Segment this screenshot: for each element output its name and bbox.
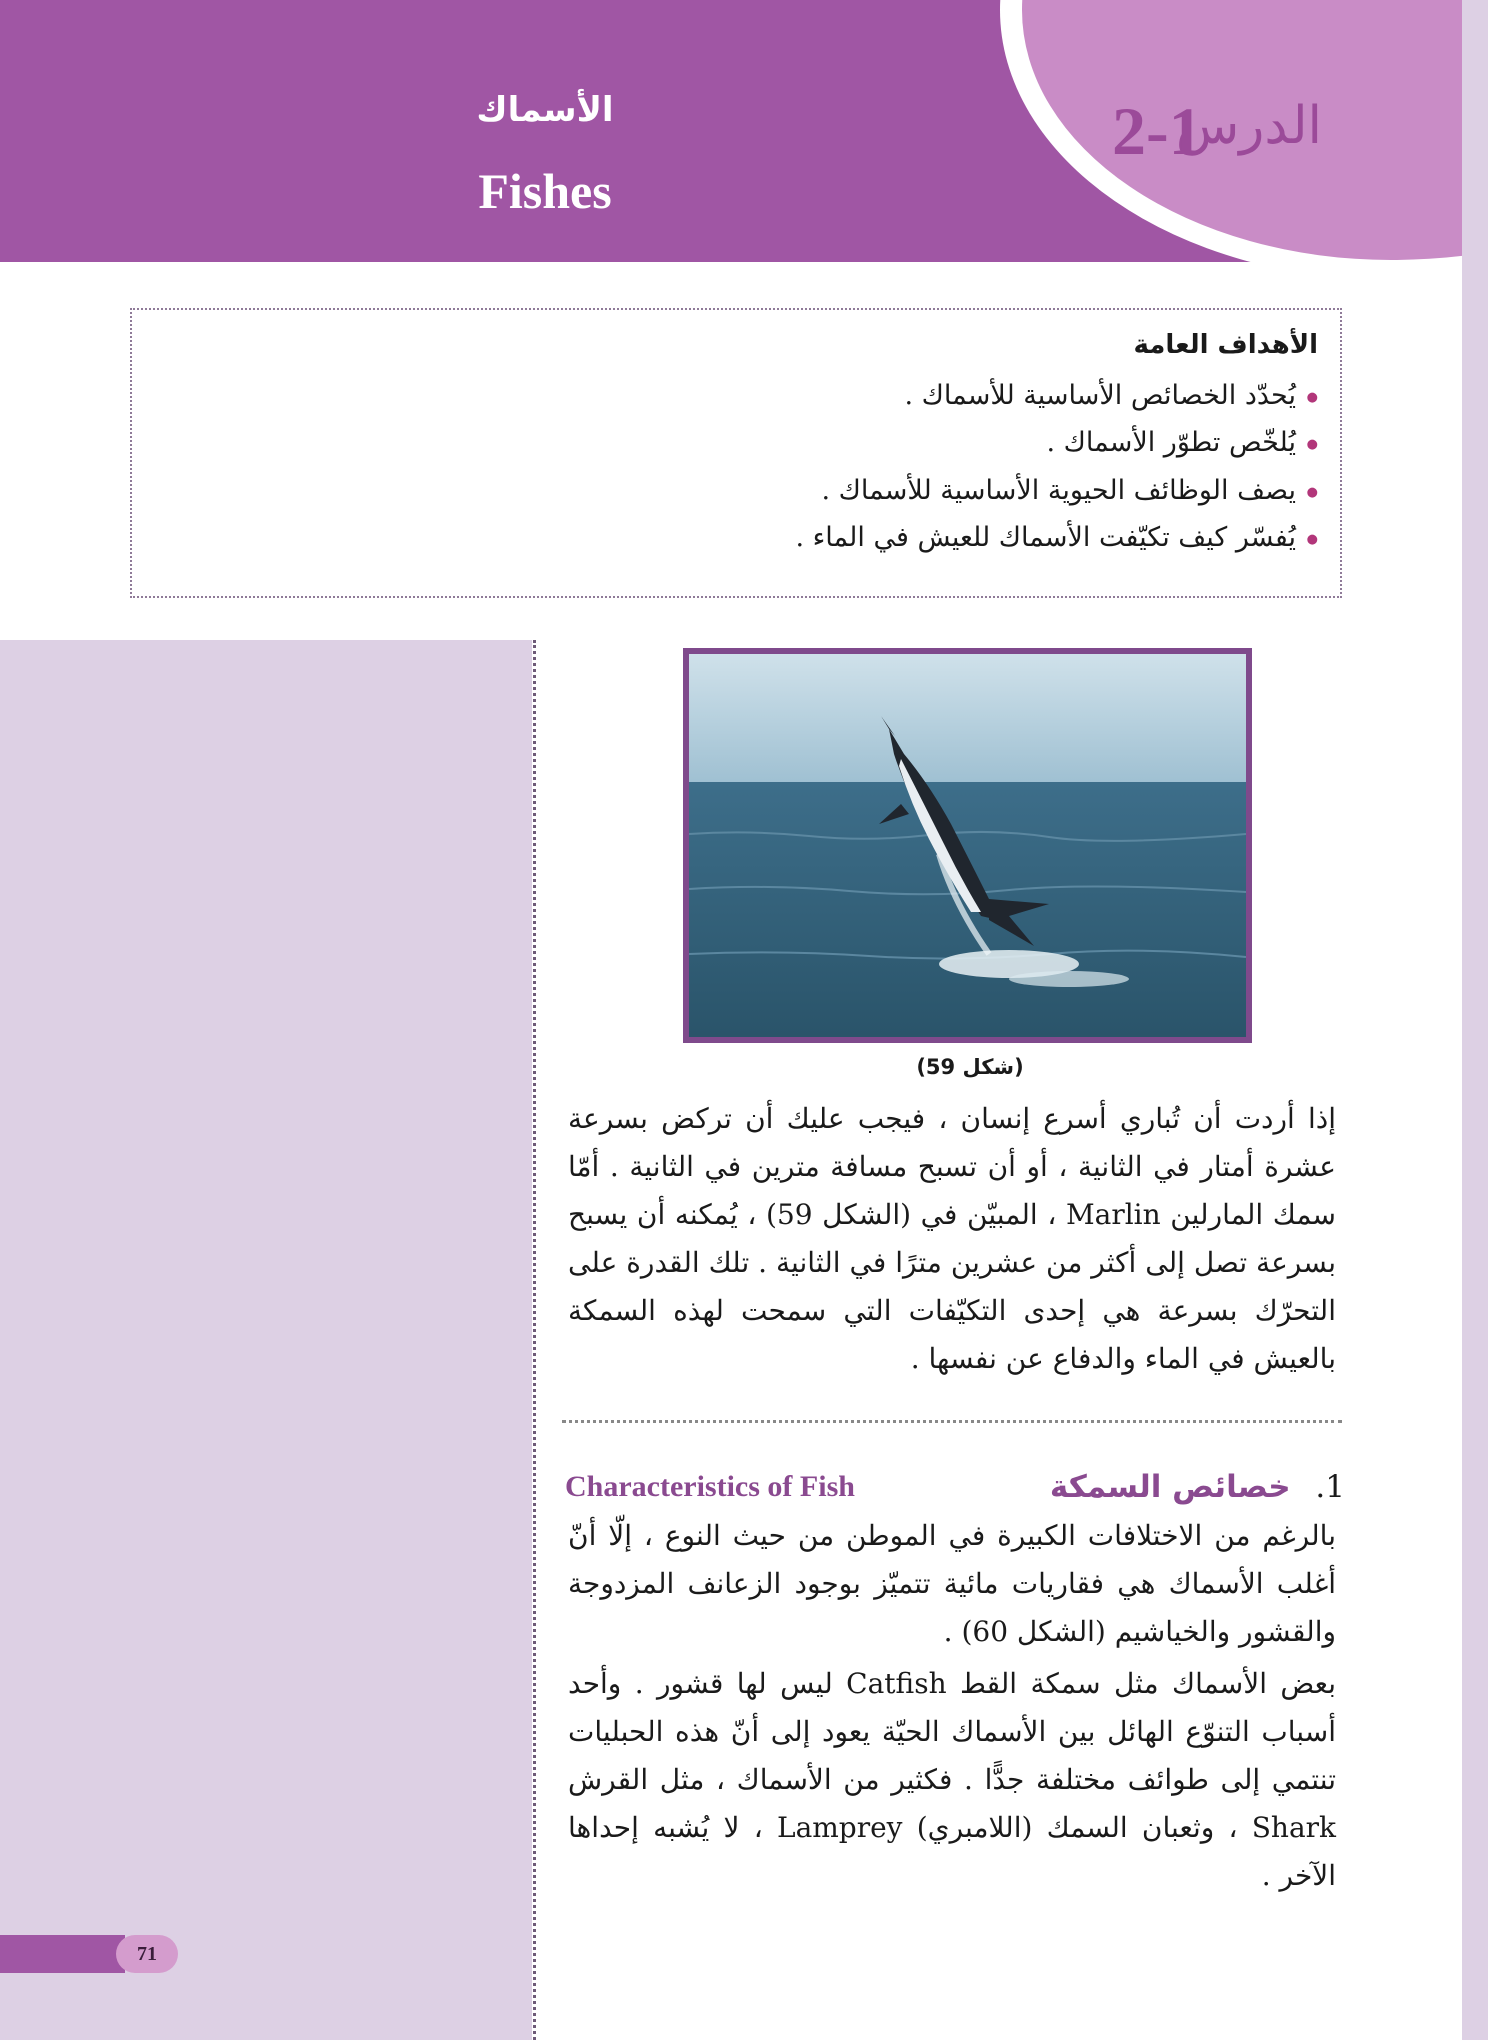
marlin-photo [683,648,1252,1043]
section-title-arabic: خصائص السمكة [1049,1469,1291,1505]
objective-item: ● يصف الوظائف الحيوية الأساسية للأسماك . [154,467,1318,514]
section-heading [565,1462,1345,1512]
sky [689,654,1246,784]
objectives-heading: الأهداف العامة [1133,330,1318,360]
section-title-arabic-wrap [1050,1469,1345,1505]
section-paragraph-2: بعض الأسماك مثل سمكة القط Catfish ليس لها قشور . وأحد أسباب التنوّع الهائل بين الأسماك الحيّة يعود إلى أنّ هذه الحبليات تنتمي إلى طوائف مختلفة جدًّا . فكثير من الأسماك ، مثل القرش Shark ، وثعبان السمك (اللامبري) Lamprey ، لا يُشبه إحداها الآخر . [568,1667,1337,1892]
section-title-english: Characteristics of Fish [565,1470,855,1503]
objective-item: ● يُحدّد الخصائص الأساسية للأسماك . [154,372,1318,419]
sea [689,782,1246,1037]
lesson-header-banner [0,0,1462,262]
section-paragraph-1: بالرغم من الاختلافات الكبيرة في الموطن من حيث النوع ، إلّا أنّ أغلب الأسماك هي فقاريات مائية تتميّز بوجود الزعانف المزدوجة والقشور والخياشيم (الشكل 60) . [568,1519,1336,1648]
section-divider [562,1420,1342,1423]
lesson-number: 2-1 [1112,93,1203,169]
lesson-label: الدرس [1175,96,1322,156]
right-edge-strip [1462,0,1488,2040]
objectives-box [130,308,1342,598]
objectives-list [154,372,1318,561]
lesson-title-english: Fishes [478,163,612,219]
sidebar-divider [533,640,536,2040]
splash [1009,971,1129,987]
section-number: 1. [1315,1469,1345,1505]
marlin-leaping-illustration [689,654,1246,1037]
page-number-tab [0,1935,125,1973]
lesson-title-arabic: الأسماك [476,90,614,130]
page-number: 71 [116,1935,178,1973]
objective-item: ● يُفسّر كيف تكيّفت الأسماك للعيش في الماء . [154,514,1318,561]
figure-caption: (شكل 59) [916,1055,1024,1079]
objective-item: ● يُلخّص تطوّر الأسماك . [154,419,1318,466]
intro-paragraph: إذا أردت أن تُباري أسرع إنسان ، فيجب عليك أن تركض بسرعة عشرة أمتار في الثانية ، أو أن تسبح مسافة مترين في الثانية . أمّا سمك المارلين Marlin ، المبيّن في (الشكل 59) ، يُمكنه أن يسبح بسرعة تصل إلى أكثر من عشرين مترًا في الثانية . تلك القدرة على التحرّك بسرعة هي إحدى التكيّفات التي سمحت لهذه السمكة بالعيش في الماء والدفاع عن نفسها . [568,1102,1336,1375]
left-margin-sidebar [0,640,532,2040]
